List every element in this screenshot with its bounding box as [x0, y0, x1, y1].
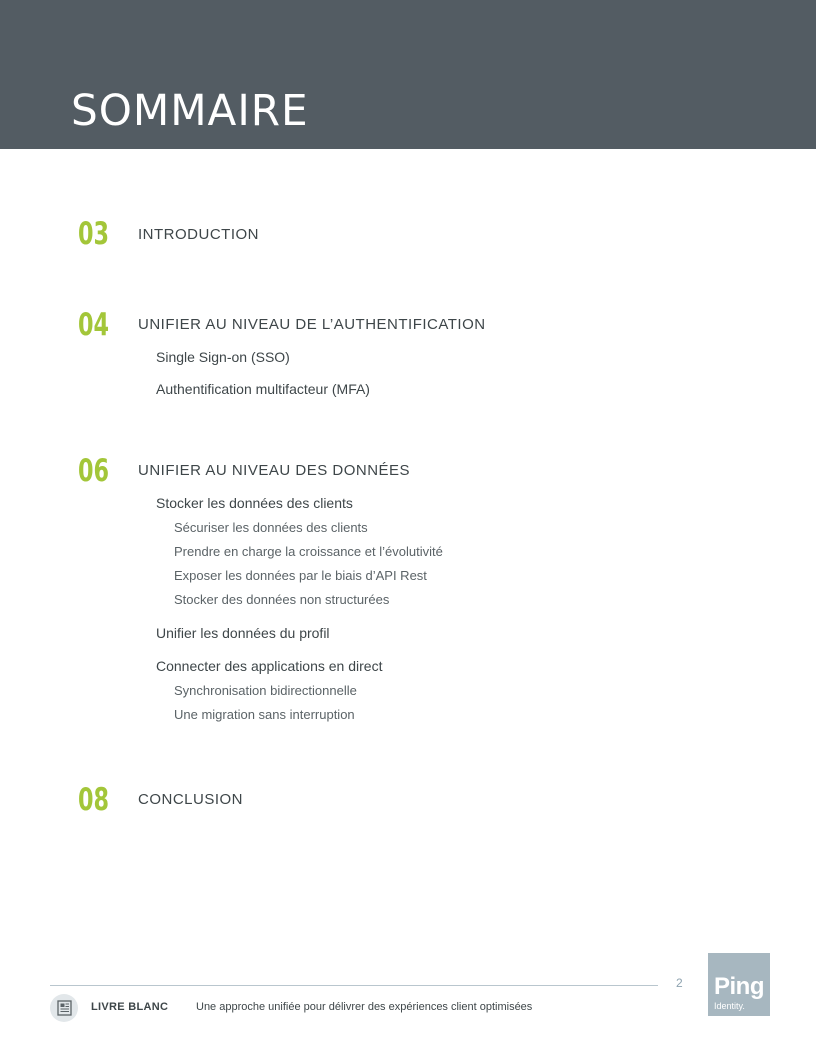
toc-subsubitem[interactable]: Prendre en charge la croissance et l’évolutivité	[174, 544, 443, 559]
toc-subitem[interactable]: Authentification multifacteur (MFA)	[156, 381, 370, 397]
toc-subsubitem[interactable]: Exposer les données par le biais d’API Rest	[174, 568, 427, 583]
logo-wordmark: Ping	[714, 973, 764, 1000]
section-page-number: 04	[78, 307, 110, 343]
footer-divider	[50, 985, 658, 986]
section-title[interactable]: UNIFIER AU NIVEAU DES DONNÉES	[138, 462, 411, 479]
document-icon	[50, 994, 78, 1022]
section-page-number: 06	[78, 453, 110, 489]
document-subtitle: Une approche unifiée pour délivrer des expériences client optimisées	[196, 1001, 533, 1013]
toc-subsubitem[interactable]: Stocker des données non structurées	[174, 592, 390, 607]
toc-subitem[interactable]: Connecter des applications en direct	[156, 658, 383, 674]
section-title[interactable]: CONCLUSION	[138, 791, 244, 808]
section-page-number: 08	[78, 782, 110, 818]
toc-subsubitem[interactable]: Synchronisation bidirectionnelle	[174, 683, 357, 698]
section-title[interactable]: UNIFIER AU NIVEAU DE L’AUTHENTIFICATION	[138, 316, 486, 333]
section-title[interactable]: INTRODUCTION	[138, 226, 259, 243]
section-page-number: 03	[78, 216, 110, 252]
document-type-label: LIVRE BLANC	[91, 1001, 169, 1013]
ping-identity-logo	[708, 953, 770, 1016]
header-banner	[0, 0, 816, 149]
page-title: SOMMAIRE	[71, 86, 309, 136]
toc-subitem[interactable]: Single Sign-on (SSO)	[156, 349, 290, 365]
page-number: 2	[676, 976, 683, 990]
toc-subitem[interactable]: Stocker les données des clients	[156, 495, 353, 511]
toc-subsubitem[interactable]: Une migration sans interruption	[174, 707, 355, 722]
toc-subitem[interactable]: Unifier les données du profil	[156, 625, 330, 641]
logo-subtext: Identity.	[714, 1001, 745, 1011]
toc-subsubitem[interactable]: Sécuriser les données des clients	[174, 520, 368, 535]
